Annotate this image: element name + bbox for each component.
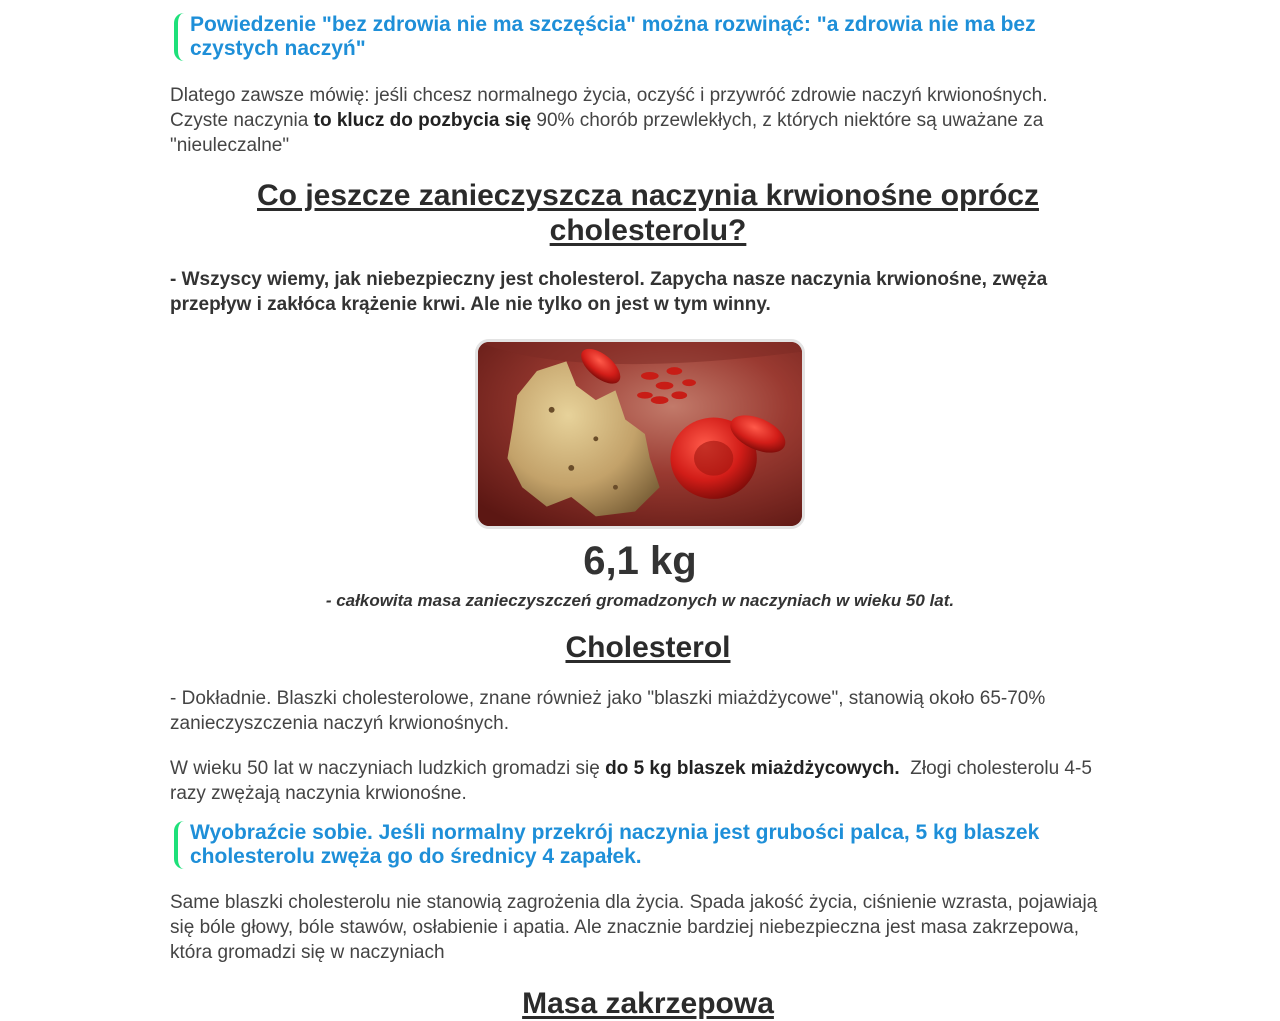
paragraph-intro-pre: Czyste naczynia xyxy=(170,110,314,131)
stat-caption: - całkowita masa zanieczyszczeń gromadzonych w naczyniach w wieku 50 lat. xyxy=(325,591,955,610)
paragraph-intro-line1: Dlatego zawsze mówię: jeśli chcesz normalnego życia, oczyść i przywróć zdrowie naczyń krwionośnych. xyxy=(170,85,1048,106)
section-heading-thrombotic-mass: Masa zakrzepowa xyxy=(522,987,774,1020)
cholesterol-plaque-image xyxy=(475,339,805,529)
callout-quote xyxy=(174,13,1110,61)
paragraph-risks: Same blaszki cholesterolu nie stanowią zagrożenia dla życia. Spada jakość życia, ciśnienie wzrasta, pojawiają się bóle głowy, bóle stawów, osłabienie i apatia. Ale znacznie bardziej niebezpieczna jest masa zakrzepowa, która gromadzi się w naczyniach xyxy=(170,892,1098,963)
paragraph-cholesterol-danger: - Wszyscy wiemy, jak niebezpieczny jest cholesterol. Zapycha nasze naczynia krwionośne, zwęża przepływ i zakłóca krążenie krwi. Ale nie tylko on jest w tym winny. xyxy=(170,269,1048,315)
stat-value: 6,1 kg xyxy=(583,539,697,583)
callout-quote-imagine xyxy=(174,821,1110,869)
paragraph-age-50-pre: W wieku 50 lat w naczyniach ludzkich gromadzi się xyxy=(170,758,606,779)
paragraph-age-50-post: Złogi cholesterolu 4-5 razy zwężają naczynia krwionośne. xyxy=(170,758,1098,804)
section-heading-cholesterol: Cholesterol xyxy=(565,631,731,664)
paragraph-plaques: - Dokładnie. Blaszki cholesterolowe, znane również jako "blaszki miażdżycowe", stanowią około 65-70% zanieczyszczenia naczyń krwionośnych. xyxy=(170,688,1046,734)
paragraph-age-50 xyxy=(170,756,1110,806)
paragraph-intro-post: 90% chorób przewlekłych, z których niektóre są uważane za "nieuleczalne" xyxy=(170,110,1044,156)
callout-quote-imagine-text: Wyobraźcie sobie. Jeśli normalny przekrój naczynia jest grubości palca, 5 kg blaszek cholesterolu zwęża go do średnicy 4 zapałek. xyxy=(190,821,1040,868)
callout-quote-text: Powiedzenie "bez zdrowia nie ma szczęścia" można rozwinąć: "a zdrowia nie ma bez czystych naczyń" xyxy=(190,13,1036,60)
paragraph-intro xyxy=(170,83,1110,158)
paragraph-age-50-bold: do 5 kg blaszek miażdżycowych. xyxy=(605,758,900,779)
plaque-illustration xyxy=(478,342,802,526)
paragraph-intro-bold: to klucz do pozbycia się xyxy=(313,110,532,131)
section-heading-contaminants: Co jeszcze zanieczyszcza naczynia krwionośne oprócz cholesterolu? xyxy=(257,179,1039,247)
